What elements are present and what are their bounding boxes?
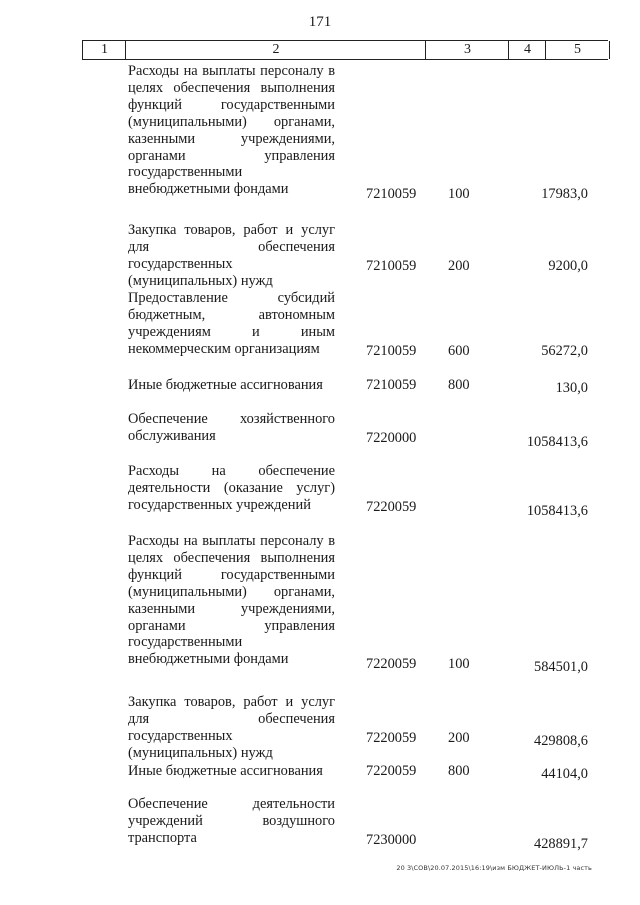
row-kvr: 100 bbox=[448, 186, 470, 202]
row-description: Закупка товаров, работ и услуг для обеспечения государственных (муниципальных) нужд bbox=[128, 222, 335, 289]
row-code: 7220059 bbox=[366, 730, 417, 746]
row-kvr: 600 bbox=[448, 343, 470, 359]
row-description: Расходы на выплаты персоналу в целях обеспечения выполнения функций государственными (муниципальными) органами, казенными учреждениями, органами управления государственными внебюджетными фондами bbox=[128, 533, 335, 668]
row-code: 7220000 bbox=[366, 430, 417, 446]
row-kvr: 100 bbox=[448, 656, 470, 672]
row-amount: 584501,0 bbox=[534, 659, 588, 675]
header-col-5: 5 bbox=[545, 41, 610, 59]
row-description: Предоставление субсидий бюджетным, автономным учреждениям и иным некоммерческим организациям bbox=[128, 290, 335, 357]
row-kvr: 800 bbox=[448, 763, 470, 779]
row-amount: 1058413,6 bbox=[526, 434, 588, 450]
row-description: Закупка товаров, работ и услуг для обеспечения государственных (муниципальных) нужд bbox=[128, 694, 335, 761]
row-kvr: 200 bbox=[448, 730, 470, 746]
row-code: 7220059 bbox=[366, 763, 417, 779]
header-col-4: 4 bbox=[508, 41, 546, 59]
row-code: 7210059 bbox=[366, 343, 417, 359]
row-code: 7210059 bbox=[366, 377, 417, 393]
header-col-3: 3 bbox=[425, 41, 509, 59]
row-description: Иные бюджетные ассигнования bbox=[128, 763, 323, 779]
row-kvr: 800 bbox=[448, 377, 470, 393]
row-description: Расходы на выплаты персоналу в целях обеспечения выполнения функций государственными (муниципальными) органами, казенными учреждениями, органами управления государственными внебюджетными фондами bbox=[128, 63, 335, 198]
row-code: 7210059 bbox=[366, 258, 417, 274]
page-number: 171 bbox=[308, 14, 332, 30]
row-amount: 56272,0 bbox=[541, 343, 588, 359]
footer-stamp: 20 3\СОВ\20.07.2015\16:19\изм БЮДЖЕТ-ИЮЛЬ-1 часть bbox=[396, 864, 592, 872]
row-amount: 44104,0 bbox=[541, 766, 588, 782]
header-col-1: 1 bbox=[82, 41, 126, 59]
row-amount: 429808,6 bbox=[534, 733, 588, 749]
row-code: 7230000 bbox=[366, 832, 417, 848]
row-description: Расходы на обеспечение деятельности (оказание услуг) государственных учреждений bbox=[128, 463, 335, 513]
row-description: Обеспечение хозяйственного обслуживания bbox=[128, 411, 335, 444]
table-header bbox=[82, 40, 608, 60]
row-code: 7220059 bbox=[366, 656, 417, 672]
header-col-2: 2 bbox=[125, 41, 426, 59]
row-amount: 428891,7 bbox=[534, 836, 588, 852]
row-kvr: 200 bbox=[448, 258, 470, 274]
row-code: 7210059 bbox=[366, 186, 417, 202]
row-description: Обеспечение деятельности учреждений воздушного транспорта bbox=[128, 796, 335, 846]
row-amount: 9200,0 bbox=[548, 258, 588, 274]
row-amount: 1058413,6 bbox=[526, 503, 588, 519]
row-code: 7220059 bbox=[366, 499, 417, 515]
row-amount: 17983,0 bbox=[541, 186, 588, 202]
row-amount: 130,0 bbox=[555, 380, 588, 396]
row-description: Иные бюджетные ассигнования bbox=[128, 377, 323, 393]
